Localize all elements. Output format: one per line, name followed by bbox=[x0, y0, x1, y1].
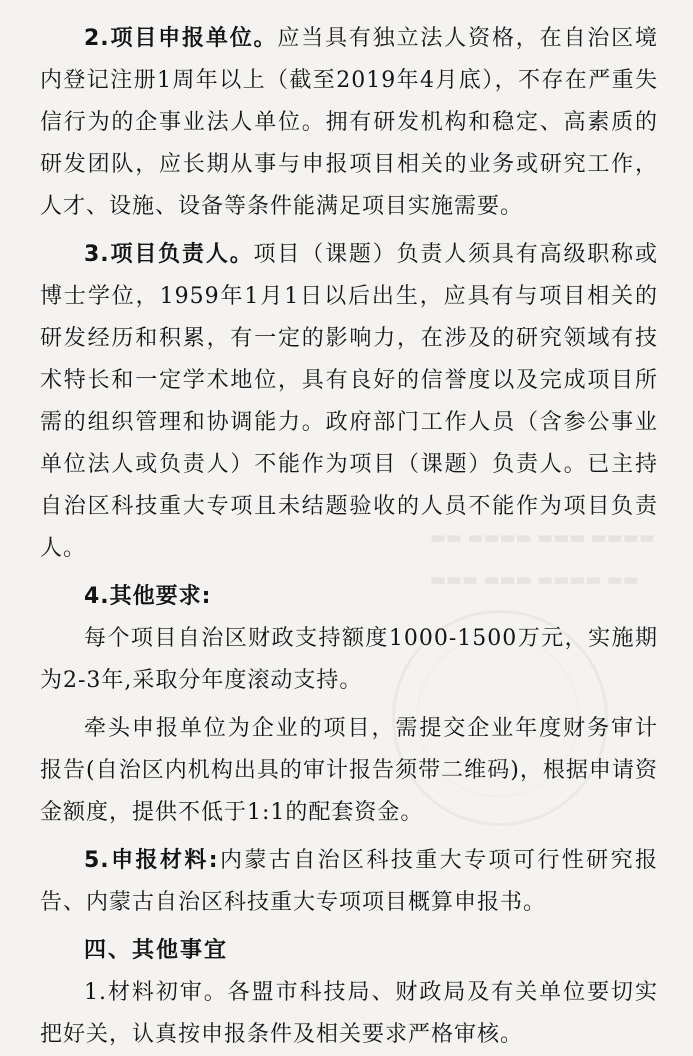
heading-other-requirements: 4.其他要求: bbox=[84, 584, 212, 609]
text-funding: 每个项目自治区财政支持额度1000-1500万元，实施期为2-3年,采取分年度滚动支持。 bbox=[40, 626, 658, 693]
text-applicant-unit: 应当具有独立法人资格，在自治区境内登记注册1周年以上（截至2019年4月底），不存在严重失信行为的企事业法人单位。拥有研发机构和稳定、高素质的研发团队，应长期从事与申报项目相关的业务或研究工作，人才、设施、设备等条件能满足项目实施需要。 bbox=[40, 26, 658, 219]
reverse-side-bleed-line: ▬▬▬ ▬▬▬ ▬▬▬▬ ▬▬ bbox=[430, 570, 639, 590]
paragraph-preliminary-review bbox=[40, 972, 658, 1056]
paragraph-funding bbox=[40, 618, 658, 702]
heading-project-leader: 3.项目负责人。 bbox=[84, 242, 254, 267]
section-title-other-matters: 四、其他事宜 bbox=[84, 938, 229, 963]
text-materials: 内蒙古自治区科技重大专项可行性研究报告、内蒙古自治区科技重大专项项目概算申报书。 bbox=[40, 848, 658, 915]
text-enterprise-audit: 牵头申报单位为企业的项目，需提交企业年度财务审计报告(自治区内机构出具的审计报告须带二维码)，根据申请资金额度，提供不低于1:1的配套资金。 bbox=[40, 716, 658, 825]
reverse-side-bleed-line: ▬▬ ▬▬▬▬ ▬▬▬ ▬▬▬▬ bbox=[430, 528, 656, 548]
paragraph-enterprise-audit bbox=[40, 708, 658, 834]
paragraph-applicant-unit bbox=[40, 18, 658, 228]
paragraph-project-leader bbox=[40, 234, 658, 570]
paragraph-materials bbox=[40, 840, 658, 924]
text-preliminary-review: 1.材料初审。各盟市科技局、财政局及有关单位要切实把好关，认真按申报条件及相关要求严格审核。 bbox=[40, 980, 658, 1047]
document-body bbox=[40, 18, 658, 1056]
heading-materials: 5.申报材料: bbox=[84, 848, 219, 873]
heading-applicant-unit: 2.项目申报单位。 bbox=[84, 26, 278, 51]
text-project-leader: 项目（课题）负责人须具有高级职称或博士学位，1959年1月1日以后出生，应具有与项目相关的研发经历和积累，有一定的影响力，在涉及的研究领域有技术特长和一定学术地位，具有良好的信誉度以及完成项目所需的组织管理和协调能力。政府部门工作人员（含参公事业单位法人或负责人）不能作为项目（课题）负责人。已主持自治区科技重大专项且未结题验收的人员不能作为项目负责人。 bbox=[40, 242, 658, 561]
paragraph-other-requirements-heading bbox=[40, 576, 658, 618]
